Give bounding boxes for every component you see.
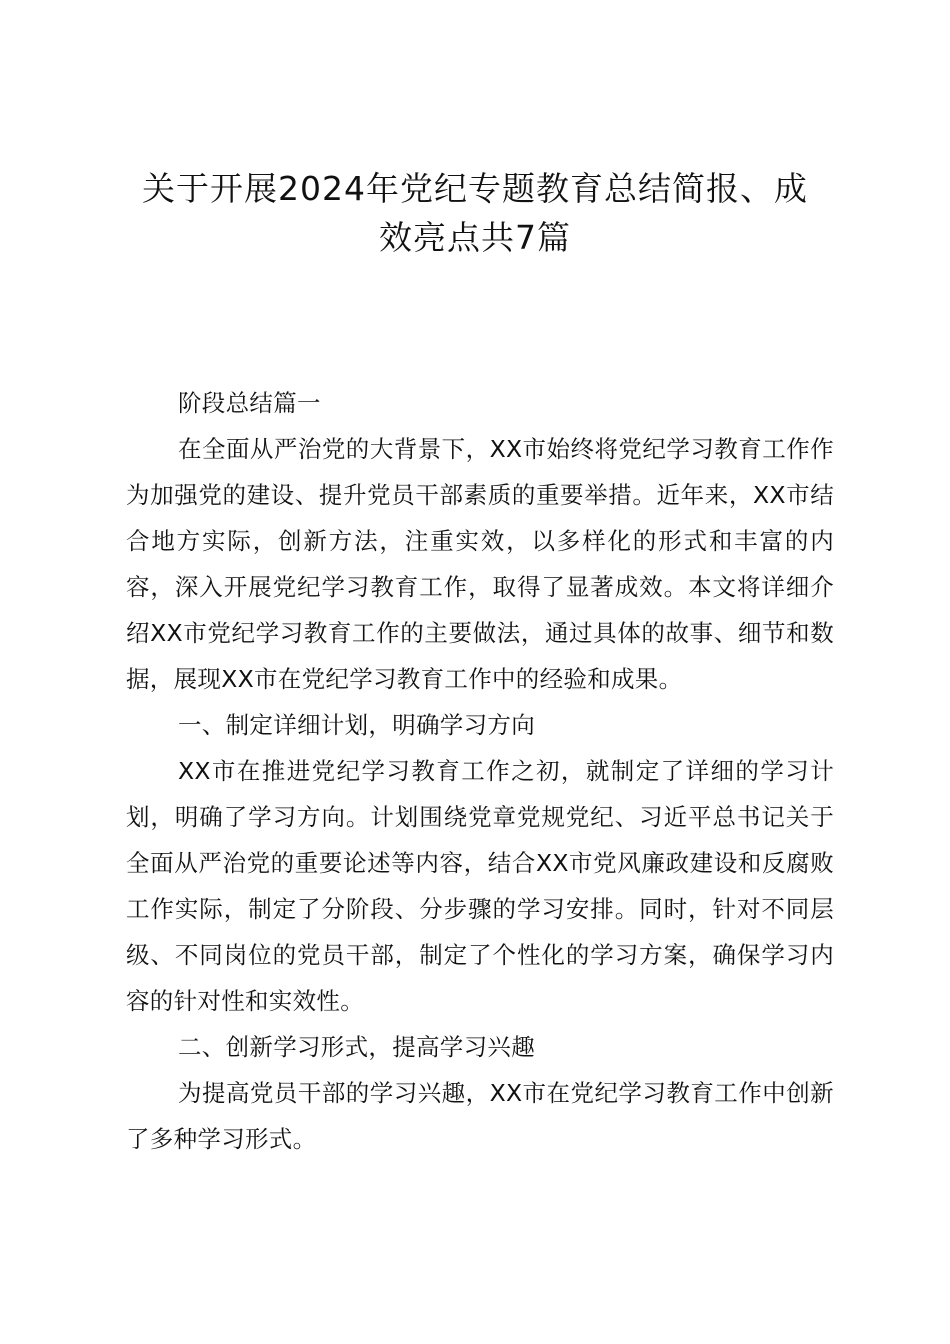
- section-heading: 阶段总结篇一: [178, 389, 321, 417]
- title-line-2: 效亮点共7篇: [379, 218, 571, 257]
- section-heading: 二、创新学习形式，提高学习兴趣: [178, 1033, 535, 1061]
- body-paragraph: 在全面从严治党的大背景下，XX市始终将党纪学习教育工作作为加强党的建设、提升党员干部素质的重要举措。近年来，XX市结合地方实际，创新方法，注重实效，以多样化的形式和丰富的内容，深入开展党纪学习教育工作，取得了显著成效。本文将详细介绍XX市党纪学习教育工作的主要做法，通过具体的故事、细节和数据，展现XX市在党纪学习教育工作中的经验和成果。: [126, 435, 834, 693]
- title-line-1: 关于开展2024年党纪专题教育总结简报、成: [142, 169, 808, 208]
- body-paragraph: XX市在推进党纪学习教育工作之初，就制定了详细的学习计划，明确了学习方向。计划围绕党章党规党纪、习近平总书记关于全面从严治党的重要论述等内容，结合XX市党风廉政建设和反腐败工作实际，制定了分阶段、分步骤的学习安排。同时，针对不同层级、不同岗位的党员干部，制定了个性化的学习方案，确保学习内容的针对性和实效性。: [126, 757, 834, 1015]
- body-paragraph: 为提高党员干部的学习兴趣，XX市在党纪学习教育工作中创新了多种学习形式。: [126, 1079, 834, 1153]
- document-body: [126, 380, 834, 1162]
- document-title: [110, 164, 840, 262]
- section-heading: 一、制定详细计划，明确学习方向: [178, 711, 535, 739]
